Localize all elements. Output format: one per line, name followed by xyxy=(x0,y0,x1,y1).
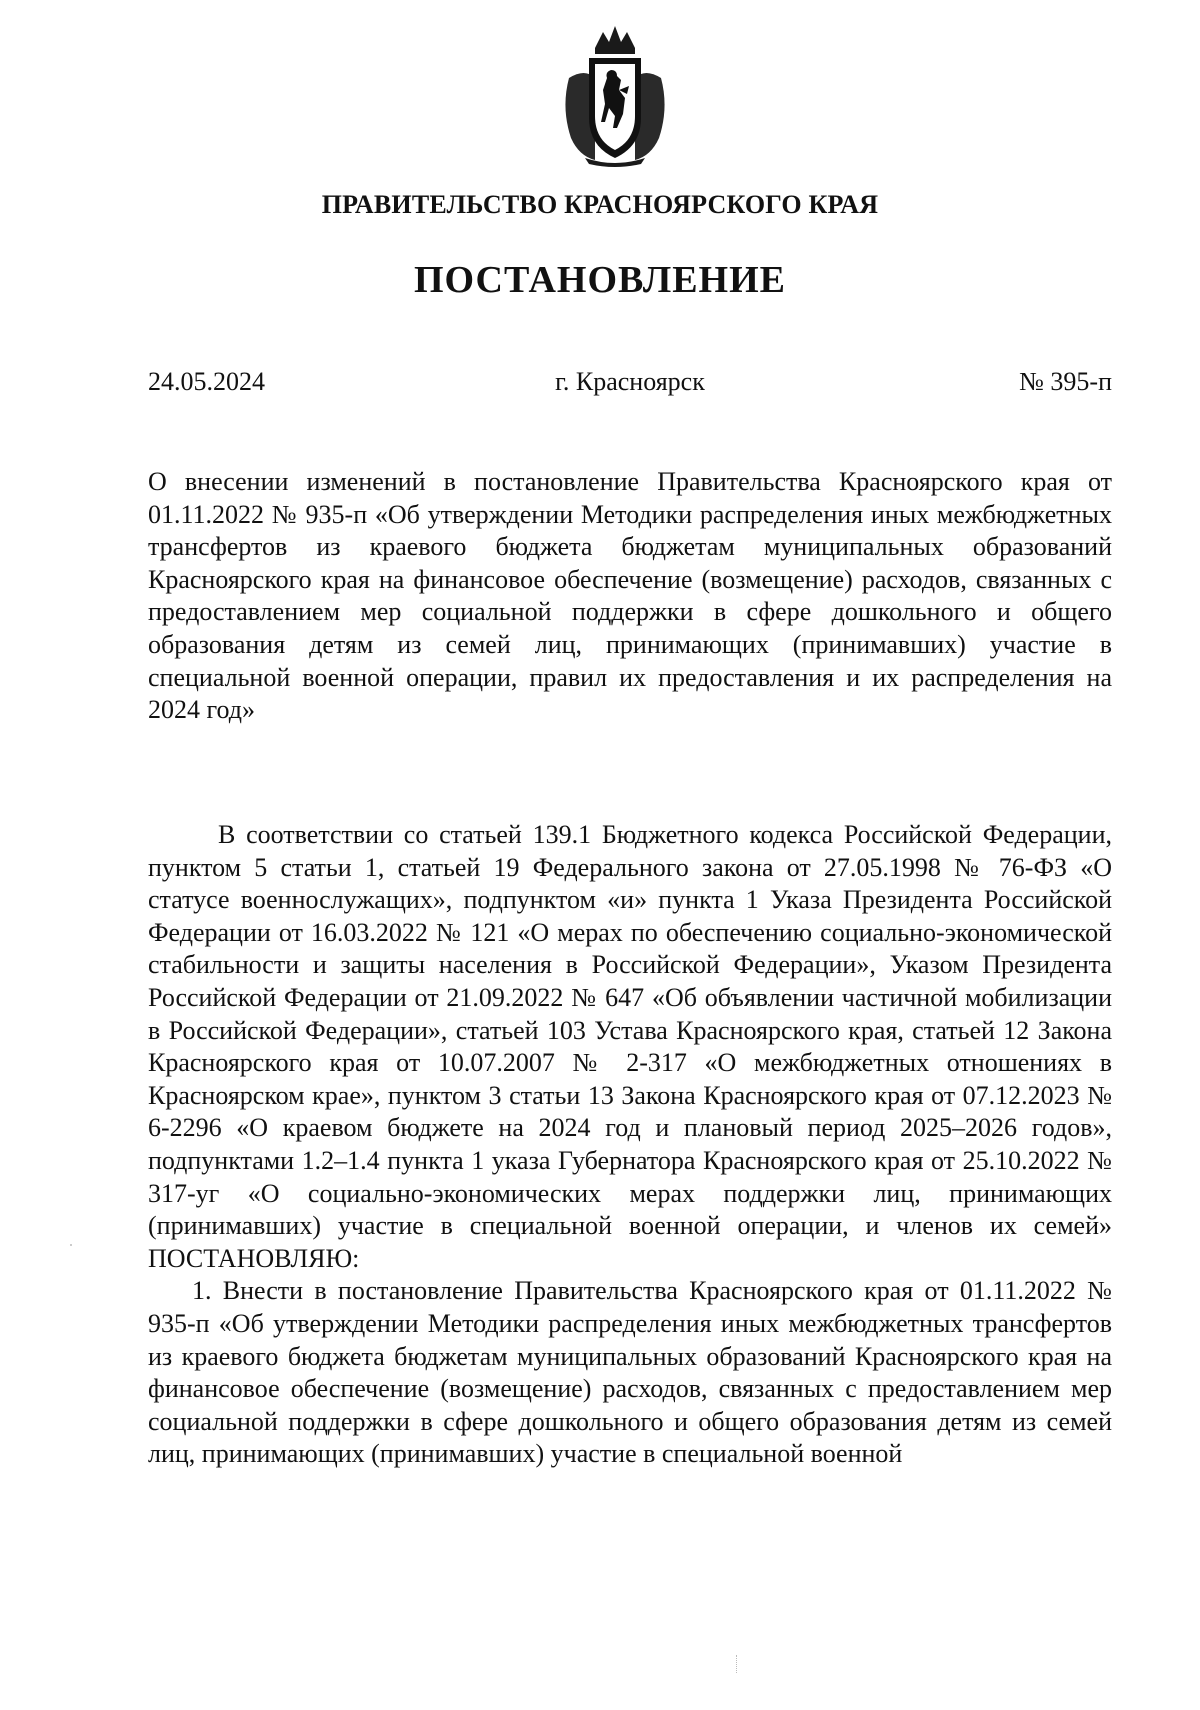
document-body xyxy=(148,819,1112,1471)
coat-of-arms-emblem-icon xyxy=(555,18,675,168)
document-type-title: ПОСТАНОВЛЕНИЕ xyxy=(413,259,787,301)
item-1-paragraph: 1. Внести в постановление Правительства Красноярского края от 01.11.2022 № 935-п «Об утверждении Методики распределения иных межбюджетных трансфертов из краевого бюджета бюджетам муниципальных образований Красноярского края на финансовое обеспечение (возмещение) расходов, связанных с предоставлением мер социальной поддержки в сфере дошкольного и общего образования детям из семей лиц, принимающих (принимавших) участие в специальной военной xyxy=(148,1276,1112,1469)
organization-name: ПРАВИТЕЛЬСТВО КРАСНОЯРСКОГО КРАЯ xyxy=(321,190,879,219)
document-date: 24.05.2024 xyxy=(148,367,265,396)
document-subject-title: О внесении изменений в постановление Правительства Красноярского края от 01.11.2022 № 935-п «Об утверждении Методики распределения иных межбюджетных трансфертов из краевого бюджета бюджетам муниципальных образований Красноярского края на финансовое обеспечение (возмещение) расходов, связанных с предоставлением мер социальной поддержки в сфере дошкольного и общего образования детям из семей лиц, принимающих (принимавших) участие в специальной военной операции, правил их предоставления и их распределения на 2024 год» xyxy=(148,467,1112,725)
scan-artifact-dot xyxy=(70,1244,72,1246)
document-city: г. Красноярск xyxy=(555,367,705,396)
document-meta-row xyxy=(148,367,1112,403)
document-number: № 395-п xyxy=(1019,367,1112,396)
scan-artifact-mark xyxy=(736,1655,739,1673)
preamble-paragraph: В соответствии со статьей 139.1 Бюджетного кодекса Российской Федерации, пунктом 5 статьи 1, статьей 19 Федерального закона от 27.05.1998 № 76-ФЗ «О статусе военнослужащих», подпунктом «и» пункта 1 Указа Президента Российской Федерации от 16.03.2022 № 121 «О мерах по обеспечению социально-экономической стабильности и защиты населения в Российской Федерации», Указом Президента Российской Федерации от 21.09.2022 № 647 «Об объявлении частичной мобилизации в Российской Федерации», статьей 103 Устава Красноярского края, статьей 12 Закона Красноярского края от 10.07.2007 № 2-317 «О межбюджетных отношениях в Красноярском крае», пунктом 3 статьи 13 Закона Красноярского края от 07.12.2023 № 6-2296 «О краевом бюджете на 2024 год и плановый период 2025–2026 годов», подпунктами 1.2–1.4 пункта 1 указа Губернатора Красноярского края от 25.10.2022 № 317-уг «О социально-экономических мерах поддержки лиц, принимающих (принимавших) участие в специальной военной операции, и членов их семей» ПОСТАНОВЛЯЮ: xyxy=(148,820,1112,1273)
